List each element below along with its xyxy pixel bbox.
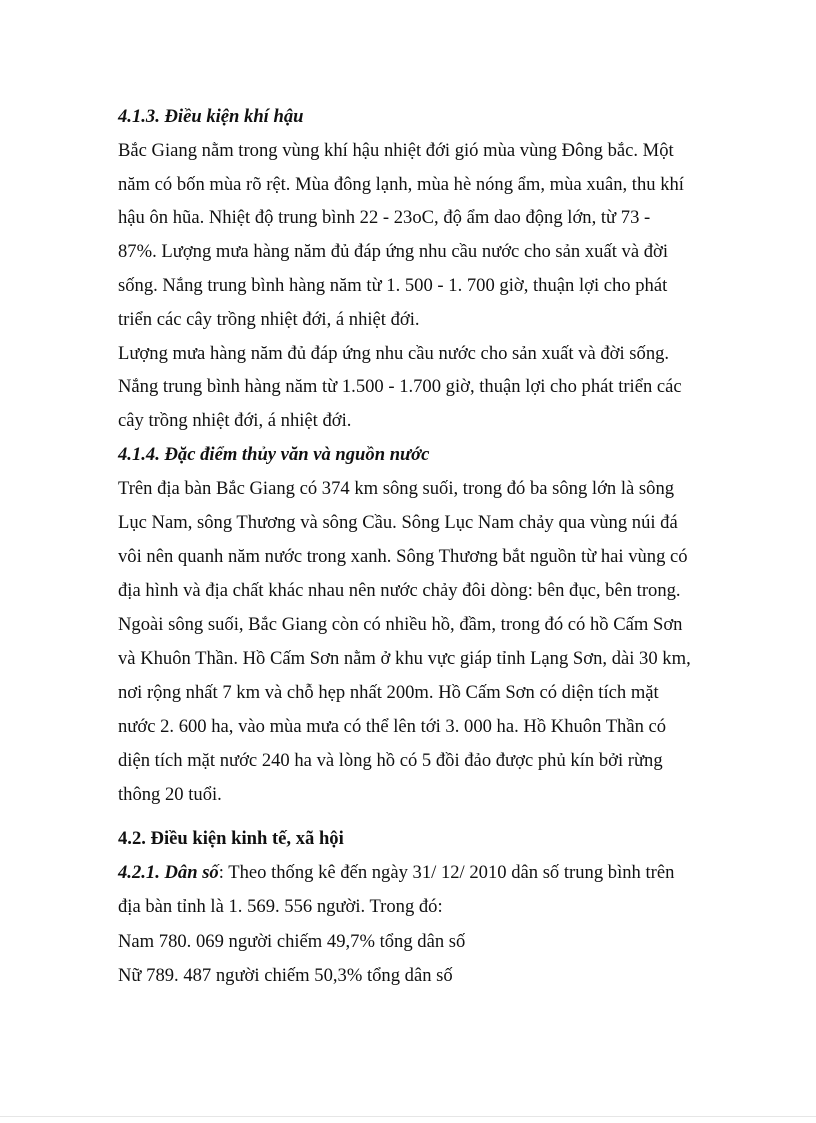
climate-line: cây trồng nhiệt đới, á nhiệt đới. <box>118 410 352 431</box>
hydrology-line: và Khuôn Thần. Hồ Cấm Sơn nằm ở khu vực giáp tỉnh Lạng Sơn, dài 30 km, <box>118 648 691 669</box>
heading-hydrology: 4.1.4. Đặc điểm thủy văn và nguồn nước <box>118 444 430 465</box>
hydrology-line: nơi rộng nhất 7 km và chỗ hẹp nhất 200m. Hồ Cấm Sơn có diện tích mặt <box>118 682 659 703</box>
population-lead: : Theo thống kê đến ngày 31/ 12/ 2010 dân số trung bình trên <box>218 862 675 883</box>
climate-line: sống. Nắng trung bình hàng năm từ 1. 500 - 1. 700 giờ, thuận lợi cho phát <box>118 275 668 296</box>
population-line <box>118 861 674 885</box>
hydrology-line: Lục Nam, sông Thương và sông Cầu. Sông Lục Nam chảy qua vùng núi đá <box>118 512 678 533</box>
climate-line: Bắc Giang nằm trong vùng khí hậu nhiệt đới gió mùa vùng Đông bắc. Một <box>118 140 674 161</box>
hydrology-line: địa hình và địa chất khác nhau nên nước chảy đôi dòng: bên đục, bên trong. <box>118 580 681 601</box>
hydrology-line: Trên địa bàn Bắc Giang có 374 km sông suối, trong đó ba sông lớn là sông <box>118 478 675 499</box>
hydrology-line: thông 20 tuổi. <box>118 784 222 805</box>
hydrology-line: vôi nên quanh năm nước trong xanh. Sông Thương bắt nguồn từ hai vùng có <box>118 546 688 567</box>
climate-line: Lượng mưa hàng năm đủ đáp ứng nhu cầu nước cho sản xuất và đời sống. <box>118 343 670 364</box>
climate-line: năm có bốn mùa rõ rệt. Mùa đông lạnh, mùa hè nóng ẩm, mùa xuân, thu khí <box>118 174 684 195</box>
climate-line: hậu ôn hũa. Nhiệt độ trung bình 22 - 23oC, độ ẩm dao động lớn, từ 73 - <box>118 207 651 228</box>
hydrology-line: nước 2. 600 ha, vào mùa mưa có thể lên tới 3. 000 ha. Hồ Khuôn Thần có <box>118 716 667 737</box>
climate-line: Nắng trung bình hàng năm từ 1.500 - 1.700 giờ, thuận lợi cho phát triển các <box>118 376 682 397</box>
heading-socioeconomic: 4.2. Điều kiện kinh tế, xã hội <box>118 828 344 849</box>
climate-line: 87%. Lượng mưa hàng năm đủ đáp ứng nhu cầu nước cho sản xuất và đời <box>118 241 669 262</box>
population-line: Nam 780. 069 người chiếm 49,7% tổng dân số <box>118 931 466 952</box>
page-bottom-divider <box>0 1116 816 1117</box>
population-line: địa bàn tỉnh là 1. 569. 556 người. Trong đó: <box>118 896 443 917</box>
heading-climate: 4.1.3. Điều kiện khí hậu <box>118 106 304 127</box>
population-line: Nữ 789. 487 người chiếm 50,3% tổng dân số <box>118 965 453 986</box>
climate-line: triển các cây trồng nhiệt đới, á nhiệt đới. <box>118 309 420 330</box>
heading-population: 4.2.1. Dân số <box>118 862 219 883</box>
hydrology-line: diện tích mặt nước 240 ha và lòng hồ có 5 đồi đảo được phủ kín bởi rừng <box>118 750 663 771</box>
hydrology-line: Ngoài sông suối, Bắc Giang còn có nhiều hồ, đầm, trong đó có hồ Cấm Sơn <box>118 614 683 635</box>
